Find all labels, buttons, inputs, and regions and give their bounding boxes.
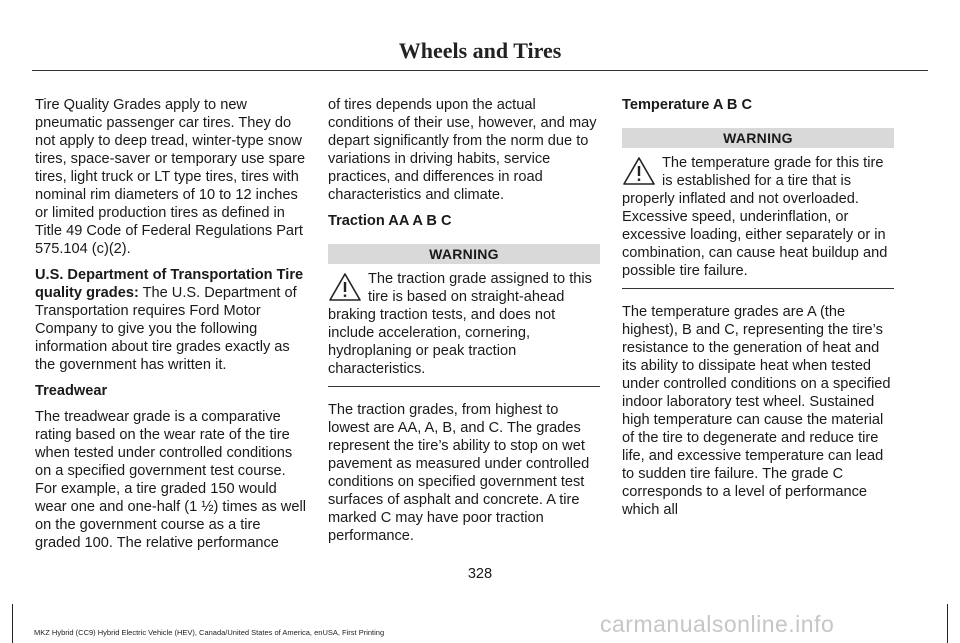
paragraph-conditions: of tires depends upon the actual conditions of their use, however, and may depart significantly from the norm due to variations in driving habits, service practices, and differences in road characteristics and climate. — [328, 97, 597, 203]
dot-grades-text: The U.S. Department of Transportation requires Ford Motor Company to give you the following information about tire grades exactly as the government has written it. — [35, 285, 297, 373]
warning-triangle-icon — [328, 272, 362, 302]
heading-treadwear: Treadwear — [35, 383, 108, 399]
page-number: 328 — [467, 566, 493, 582]
watermark: carmanualsonline.info — [600, 611, 835, 637]
paragraph-dot-grades — [35, 266, 307, 374]
footer-text: MKZ Hybrid (CC9) Hybrid Electric Vehicle (HEV), Canada/United States of America, enUSA, First Printing — [34, 628, 385, 637]
page-header-title: Wheels and Tires — [398, 38, 562, 63]
warning-triangle-icon — [622, 156, 656, 186]
paragraph-traction-grades: The traction grades, from highest to lowest are AA, A, B, and C. The grades represent the tire’s ability to stop on wet pavement as measured under controlled conditions on specified government test surfaces of asphalt and concrete. A tire marked C may have poor traction performance. — [328, 402, 590, 544]
warning-traction-text: The traction grade assigned to this tire is based on straight-ahead braking traction tests, and does not include acceleration, cornering, hydroplaning or peak traction characteristics. — [328, 271, 592, 377]
paragraph-temperature-grades: The temperature grades are A (the highest), B and C, representing the tire’s resistance to the generation of heat and its ability to dissipate heat when tested under controlled conditions on a specified indoor laboratory test wheel. Sustained high temperature can cause the material of the tire to degenerate and reduce tire life, and excessive temperature can lead to sudden tire failure. The grade C corresponds to a level of performance which all — [622, 304, 891, 518]
crop-mark-right — [947, 604, 948, 643]
warning-label: WARNING — [328, 244, 600, 264]
column-1 — [35, 96, 307, 560]
heading-traction: Traction AA A B C — [328, 213, 452, 229]
warning-rule — [328, 386, 600, 387]
paragraph-treadwear: The treadwear grade is a comparative rating based on the wear rate of the tire when tested under controlled conditions on a specified government test course. For example, a tire graded 150 would wear one and one-half (1 ½) times as well on the government course as a tire graded 100. The relative performance — [35, 409, 306, 551]
warning-traction — [328, 244, 600, 387]
warning-text — [622, 154, 894, 280]
warning-label: WARNING — [622, 128, 894, 148]
dot-grades-label: U.S. Department of Transportation Tire quality grades: — [35, 267, 304, 301]
crop-mark-left — [12, 604, 13, 643]
header-rule — [32, 70, 928, 71]
warning-temperature — [622, 128, 894, 289]
column-3 — [622, 96, 894, 527]
warning-rule — [622, 288, 894, 289]
paragraph-quality-grades: Tire Quality Grades apply to new pneumatic passenger car tires. They do not apply to deep tread, winter-type snow tires, space-saver or temporary use spare tires, light truck or LT type tires, tires with nominal rim diameters of 10 to 12 inches or limited production tires as defined in Title 49 Code of Federal Regulations Part 575.104 (c)(2). — [35, 97, 306, 257]
column-2 — [328, 96, 600, 553]
warning-temperature-text: The temperature grade for this tire is established for a tire that is properly inflated and not overloaded. Excessive speed, underinflation, or excessive loading, either separately or in combination, can cause heat buildup and possible tire failure. — [622, 155, 888, 279]
warning-text — [328, 270, 600, 378]
heading-temperature: Temperature A B C — [622, 97, 753, 113]
